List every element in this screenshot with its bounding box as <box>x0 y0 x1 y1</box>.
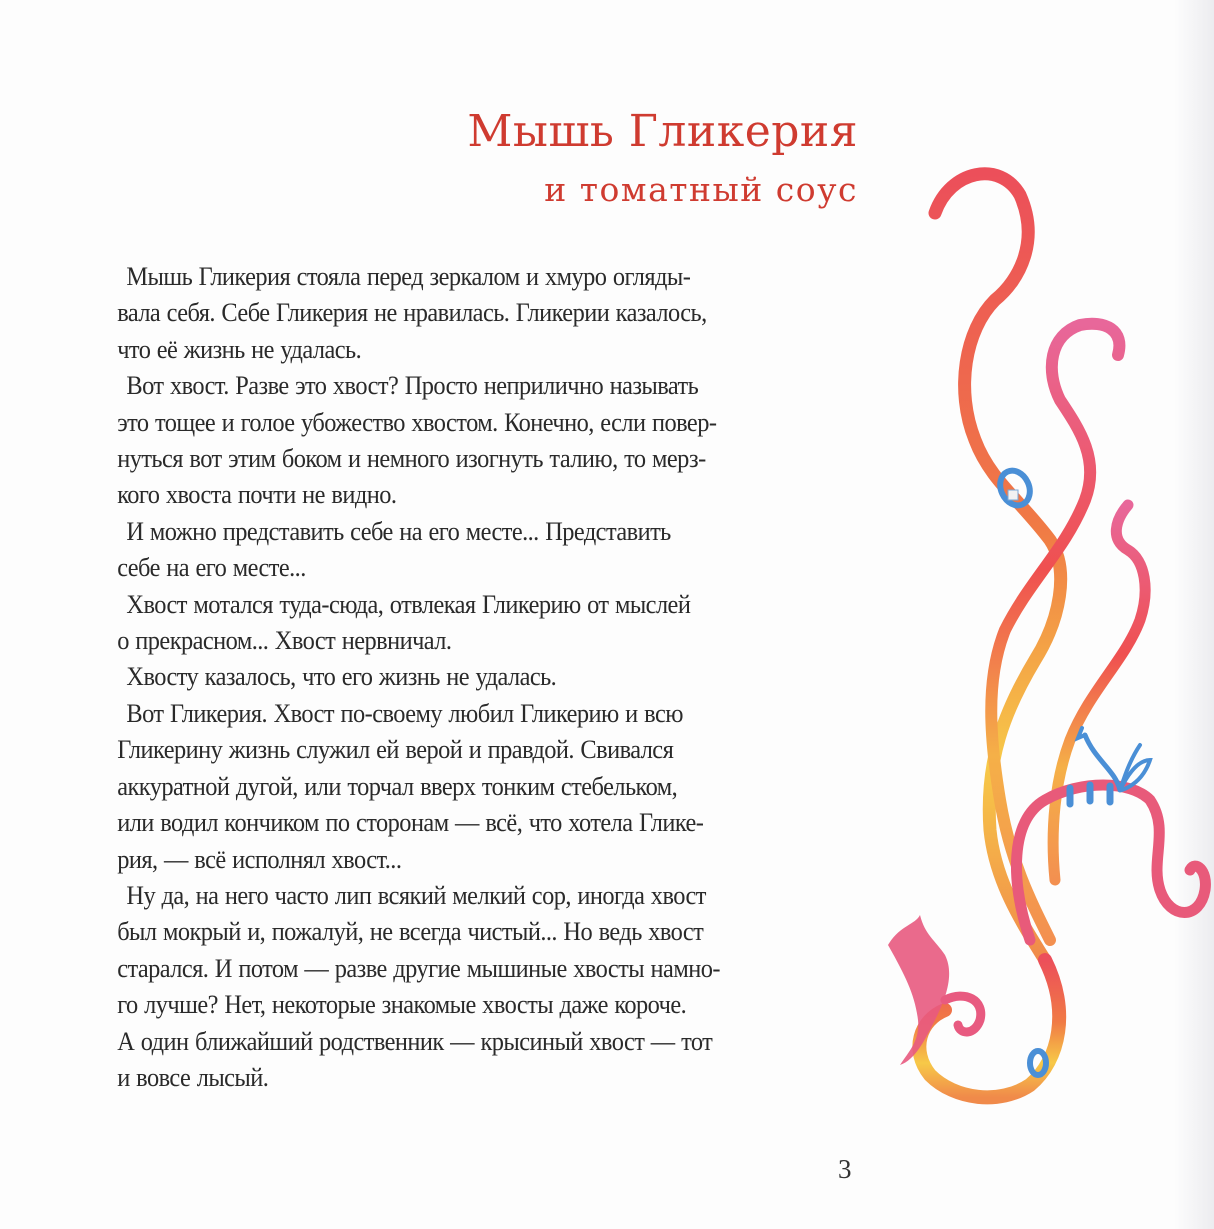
title-line-1: Мышь Гликерия <box>467 106 858 157</box>
paragraph <box>108 513 858 586</box>
paragraph <box>108 586 858 659</box>
text-line: А один ближайший родственник — крысиный хвост — тот <box>117 1025 713 1056</box>
paragraph <box>108 877 858 1095</box>
text-line: Хвосту казалось, что его жизнь не удалась. <box>126 661 557 692</box>
text-line: И можно представить себе на его месте... Представить <box>126 515 671 546</box>
title-line-2: и томатный соус <box>544 170 858 209</box>
text-line: го лучше? Нет, некоторые знакомые хвосты даже короче. <box>117 989 687 1020</box>
text-line: что её жизнь не удалась. <box>117 333 362 364</box>
text-line: себе на его месте... <box>117 552 306 583</box>
paragraph <box>108 258 858 367</box>
text-line: Ну да, на него часто лип всякий мелкий сор, иногда хвост <box>126 879 706 910</box>
text-line: Хвост мотался туда-сюда, отвлекая Гликерию от мыслей <box>126 588 691 619</box>
text-line: был мокрый и, пожалуй, не всегда чистый... Но ведь хвост <box>117 916 704 947</box>
text-line: Вот Гликерия. Хвост по-своему любил Гликерию и всю <box>126 697 683 728</box>
text-line: о прекрасном... Хвост нервничал. <box>117 625 452 656</box>
flame-leaf-left <box>888 915 949 1065</box>
story-text <box>108 258 858 1095</box>
paragraph <box>108 658 858 694</box>
ribbon-right-hook <box>1053 505 1145 880</box>
paragraph <box>108 367 858 513</box>
ribbon-ornament-illustration <box>880 150 1214 1130</box>
text-line: Гликерину жизнь служил ей верой и правдой. Свивался <box>117 734 674 765</box>
text-line: нуться вот этим боком и немного изогнуть талию, то мерз- <box>117 443 706 474</box>
text-line: Мышь Гликерия стояла перед зеркалом и хмуро огляды- <box>126 261 691 291</box>
text-line: рия, — всё исполнял хвост... <box>117 843 402 874</box>
page-number: 3 <box>838 1154 852 1184</box>
text-line: старался. И потом — разве другие мышиные хвосты намно- <box>117 952 720 983</box>
text-line: вала себя. Себе Гликерия не нравилась. Гликерии казалось, <box>117 297 707 328</box>
chapter-title <box>467 104 858 214</box>
text-line: и вовсе лысый. <box>117 1061 269 1092</box>
text-line: аккуратной дугой, или торчал вверх тонким стебельком, <box>117 770 678 801</box>
text-line: кого хвоста почти не видно. <box>117 479 397 510</box>
text-line: Вот хвост. Разве это хвост? Просто неприлично называть <box>126 370 699 401</box>
paragraph <box>108 695 858 877</box>
text-line: это тощее и голое убожество хвостом. Конечно, если повер- <box>117 406 717 437</box>
text-line: или водил кончиком по сторонам — всё, что хотела Глике- <box>117 807 704 838</box>
